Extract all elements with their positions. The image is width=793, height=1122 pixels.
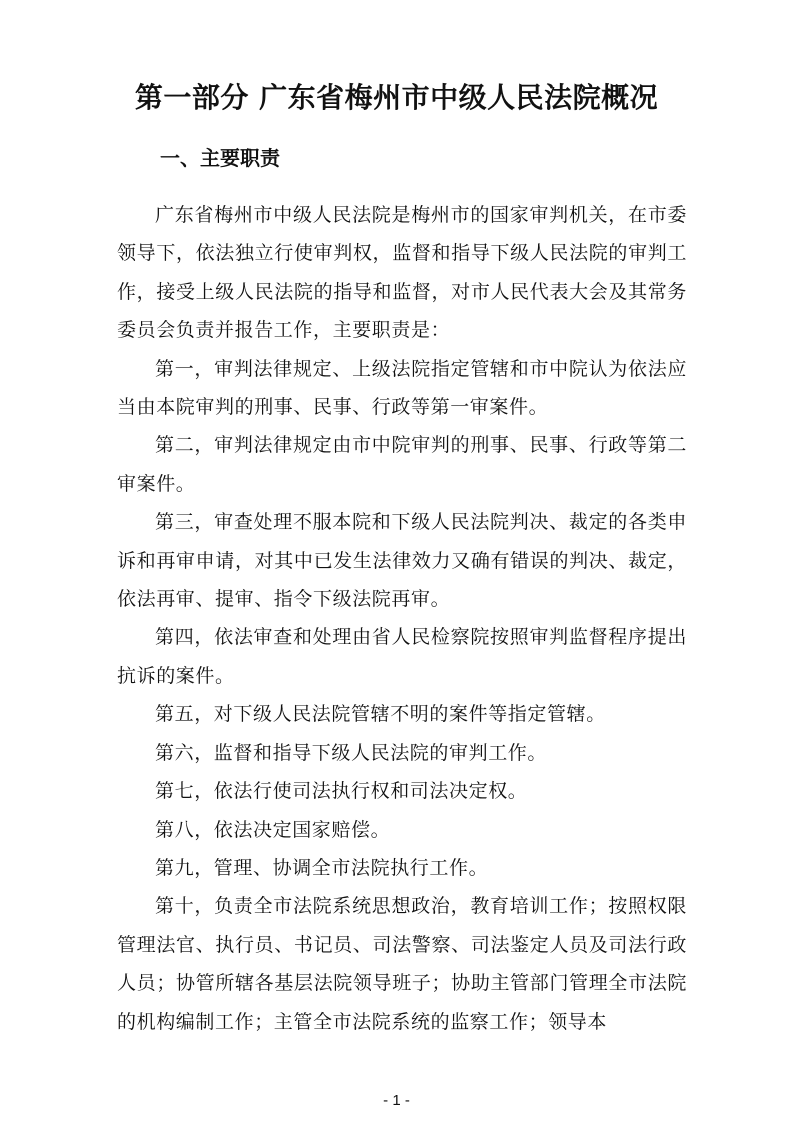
paragraph-duty-8: 第八，依法决定国家赔偿。 [155, 818, 391, 841]
paragraph-duty-1: 第一，审判法律规定、上级法院指定管辖和市中院认为依法应当由本院审判的刑事、民事、行政等第一审案件。 [117, 357, 687, 419]
paragraph-duty-5: 第五，对下级人民法院管辖不明的案件等指定管辖。 [155, 703, 606, 726]
section-heading: 一、主要职责 [160, 146, 280, 170]
paragraph-duty-3: 第三，审查处理不服本院和下级人民法院判决、裁定的各类申诉和再审申请，对其中已发生法律效力又确有错误的判决、裁定，依法再审、提审、指令下级法院再审。 [117, 511, 687, 611]
page-title: 第一部分 广东省梅州市中级人民法院概况 [134, 81, 659, 114]
paragraph-intro: 广东省梅州市中级人民法院是梅州市的国家审判机关，在市委领导下，依法独立行使审判权，监督和指导下级人民法院的审判工作，接受上级人民法院的指导和监督，对市人民代表大会及其常务委员会负责并报告工作，主要职责是： [117, 204, 687, 342]
paragraph-duty-10: 第十，负责全市法院系统思想政治，教育培训工作；按照权限管理法官、执行员、书记员、司法警察、司法鉴定人员及司法行政人员；协管所辖各基层法院领导班子；协助主管部门管理全市法院的机构编制工作；主管全市法院系统的监察工作；领导本 [117, 895, 687, 1033]
page-number: - 1 - [383, 1092, 410, 1109]
paragraph-duty-7: 第七，依法行使司法执行权和司法决定权。 [155, 780, 528, 803]
paragraph-duty-9: 第九，管理、协调全市法院执行工作。 [155, 856, 489, 879]
body-text [117, 196, 687, 1041]
paragraph-duty-2: 第二，审判法律规定由市中院审判的刑事、民事、行政等第二审案件。 [117, 434, 687, 495]
paragraph-duty-6: 第六，监督和指导下级人民法院的审判工作。 [155, 741, 548, 764]
paragraph-duty-4: 第四，依法审查和处理由省人民检察院按照审判监督程序提出抗诉的案件。 [117, 626, 687, 687]
